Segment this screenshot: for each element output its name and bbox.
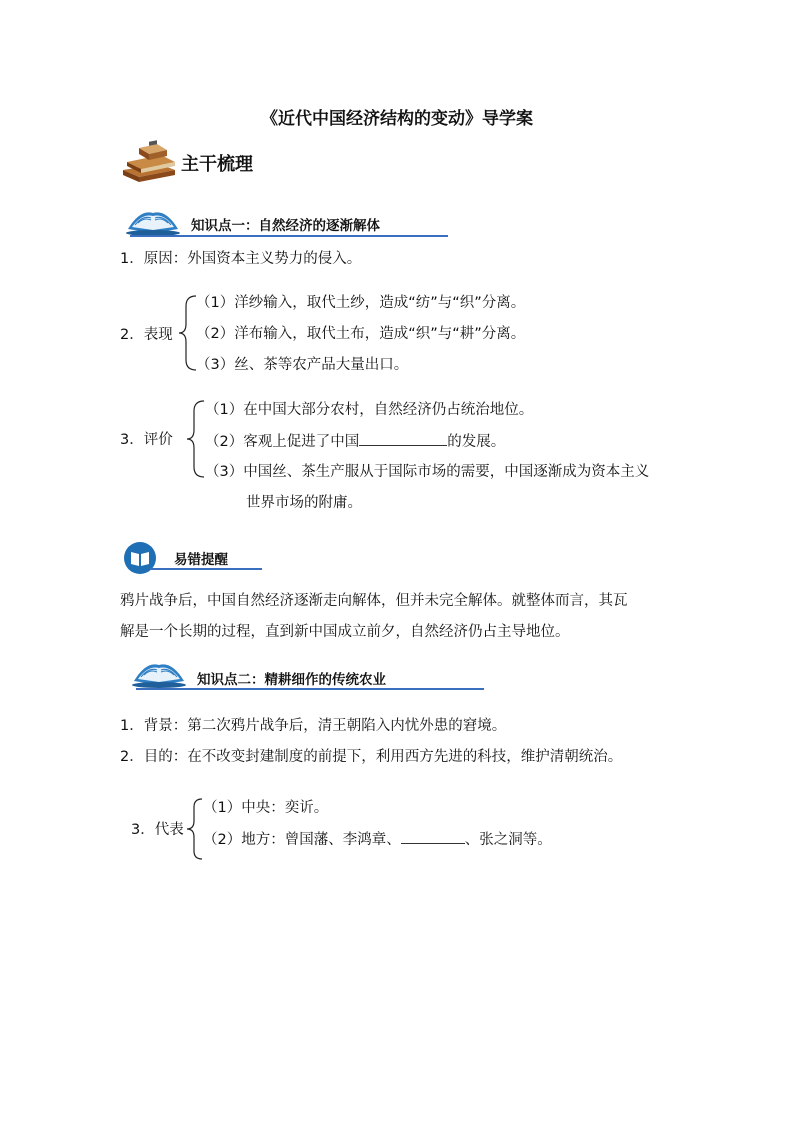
fill-in-blank[interactable] <box>401 829 465 844</box>
kp1-performance-sub-2: （2）洋布输入，取代土布，造成“织”与“耕”分离。 <box>196 326 526 342</box>
kp1-evaluation-sub-3-line-2: 世界市场的附庸。 <box>246 495 362 511</box>
tip-title: 易错提醒 <box>174 552 228 568</box>
brace-icon <box>186 399 206 479</box>
kp1-performance-sub-3: （3）丝、茶等农产品大量出口。 <box>196 357 409 373</box>
tip-line-2: 解是一个长期的过程，直到新中国成立前夕，自然经济仍占主导地位。 <box>120 624 570 640</box>
kp1-item-performance-label: 2．表现 <box>120 327 173 343</box>
brace-icon <box>186 797 204 861</box>
kp1-performance-sub-1: （1）洋纱输入，取代土纱，造成“纺”与“织”分离。 <box>196 295 526 311</box>
kp2-title: 知识点二：精耕细作的传统农业 <box>197 672 386 688</box>
kp1-evaluation-sub-2 <box>205 431 505 452</box>
kp1-item-evaluation-label: 3．评价 <box>120 432 173 448</box>
book-stack-icon <box>119 140 179 188</box>
kp1-evaluation-sub-3-line-1: （3）中国丝、茶生产服从于国际市场的需要，中国逐渐成为资本主义 <box>205 464 650 480</box>
tip-divider <box>150 568 262 570</box>
kp1-evaluation-sub-1: （1）在中国大部分农村，自然经济仍占统治地位。 <box>205 402 534 418</box>
kp1-evaluation-sub-2-after: 的发展。 <box>447 434 506 450</box>
kp2-representatives-sub-2-after: 、张之洞等。 <box>464 832 552 848</box>
tip-line-1: 鸦片战争后，中国自然经济逐渐走向解体，但并未完全解体。就整体而言，其瓦 <box>120 593 628 609</box>
kp1-evaluation-sub-2-before: （2）客观上促进了中国 <box>205 434 360 450</box>
kp2-divider <box>136 688 484 690</box>
kp1-divider <box>130 235 448 237</box>
brace-icon <box>178 294 198 372</box>
book-circle-icon <box>122 540 158 580</box>
kp2-representatives-sub-2 <box>203 829 552 850</box>
kp2-item-representatives-label: 3．代表 <box>131 822 184 838</box>
kp2-item-purpose: 2．目的：在不改变封建制度的前提下，利用西方先进的科技，维护清朝统治。 <box>120 749 623 765</box>
kp2-item-background: 1．背景：第二次鸦片战争后，清王朝陷入内忧外患的窘境。 <box>120 718 507 734</box>
kp2-representatives-sub-2-before: （2）地方：曾国藩、李鸿章、 <box>203 832 401 848</box>
page-title: 《近代中国经济结构的变动》导学案 <box>261 109 533 129</box>
kp1-item-cause: 1．原因：外国资本主义势力的侵入。 <box>120 251 362 267</box>
kp1-title: 知识点一：自然经济的逐渐解体 <box>191 218 380 234</box>
kp2-representatives-sub-1: （1）中央：奕䜣。 <box>203 800 329 816</box>
fill-in-blank[interactable] <box>359 431 447 446</box>
main-section-heading: 主干梳理 <box>181 154 253 175</box>
